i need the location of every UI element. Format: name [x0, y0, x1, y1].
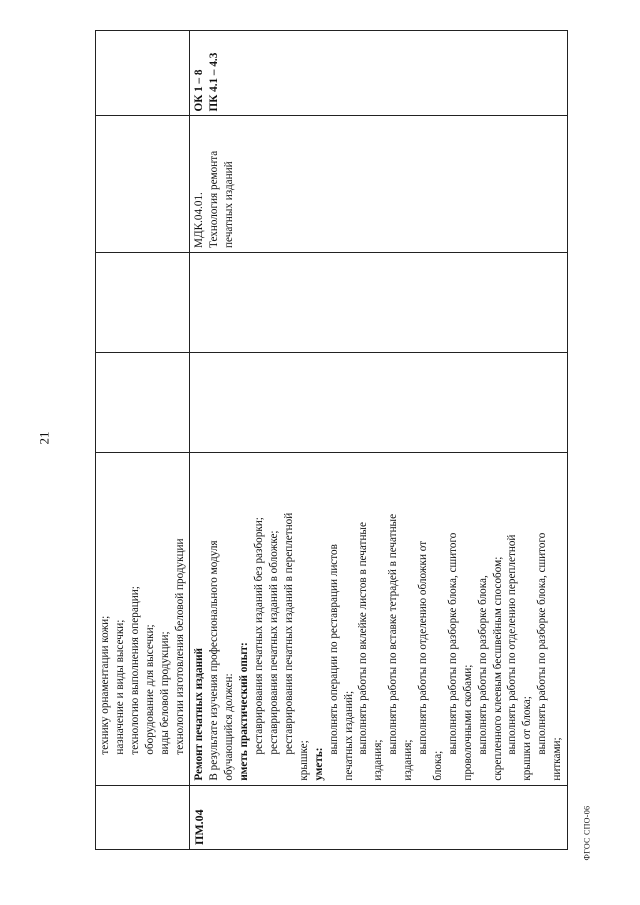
- mdk-name-line: печатных изданий: [223, 161, 236, 248]
- hours-module-cell: [96, 252, 190, 352]
- module-code-cell: [96, 785, 190, 849]
- mdk-name-line: Технология ремонта: [208, 150, 221, 248]
- curriculum-table-wrapper: [95, 30, 564, 850]
- page-number: 21: [36, 431, 52, 445]
- hours-module-cell: [190, 252, 568, 352]
- curriculum-table: [95, 30, 568, 850]
- mdk-cell: [190, 116, 568, 253]
- skill-line: выполнять работы по отделению переплетной: [506, 534, 519, 755]
- skill-line: блока;: [431, 750, 444, 781]
- skill-line: издания;: [402, 739, 415, 781]
- description-line: оборудование для высечки;: [143, 624, 156, 755]
- module-description-cell: [96, 452, 190, 785]
- footer-label: ФГОС СПО-06: [582, 805, 592, 861]
- competency-line: ПК 4.1 – 4.3: [208, 52, 221, 112]
- skill-line: крышки от блока;: [521, 696, 534, 781]
- practice-line: крышке;: [297, 740, 310, 781]
- skill-line: выполнять работы по отделению обложки от: [417, 540, 430, 755]
- description-line: технологии изготовления беловой продукции: [173, 538, 186, 755]
- practice-heading: иметь практический опыт:: [238, 642, 251, 781]
- module-description-cell: [190, 452, 568, 785]
- competencies-cell: [96, 31, 190, 116]
- skill-line: выполнять работы по вклейке листов в печатные: [357, 522, 370, 755]
- practice-line: реставрирования печатных изданий в переплетной: [282, 512, 295, 755]
- mdk-cell: [96, 116, 190, 253]
- skill-line: выполнять операции по реставрации листов: [327, 544, 340, 755]
- description-line: назначение и виды высечки;: [113, 619, 126, 755]
- practice-line: реставрирования печатных изданий в обложке;: [267, 530, 280, 755]
- skills-heading: уметь:: [312, 747, 325, 781]
- hours-total-cell: [190, 352, 568, 452]
- table-row: [190, 31, 568, 850]
- module-code: ПМ.04: [192, 809, 207, 845]
- intro-line: обучающийся должен:: [223, 673, 236, 781]
- skill-line: проволочными скобами;: [461, 664, 474, 781]
- mdk-code: МДК.04.01.: [193, 192, 206, 248]
- hours-total-cell: [96, 352, 190, 452]
- skill-line: печатных изданий;: [342, 690, 355, 781]
- competency-line: ОК 1 – 8: [193, 69, 206, 112]
- table-row: [96, 31, 190, 850]
- description-line: технику орнаментации кожи;: [99, 615, 111, 755]
- skill-line: нитками;: [551, 737, 564, 781]
- competencies-cell: [190, 31, 568, 116]
- module-code-cell: [190, 785, 568, 849]
- skill-line: издания;: [372, 739, 385, 781]
- skill-line: выполнять работы по вставке тетрадей в печатные: [387, 513, 400, 755]
- skill-line: скрепленного клеевым бесшвейным способом;: [491, 556, 504, 781]
- intro-line: В результате изучения профессионального модуля: [208, 540, 221, 781]
- skill-line: выполнять работы по разборке блока, сшитого: [536, 532, 549, 755]
- practice-line: реставрирования печатных изданий без разборки;: [253, 517, 266, 755]
- module-title: Ремонт печатных изданий: [193, 648, 206, 781]
- skill-line: выполнять работы по разборке блока,: [476, 575, 489, 755]
- description-line: технологию выполнения операции;: [128, 586, 141, 755]
- description-line: виды беловой продукции;: [158, 631, 171, 755]
- skill-line: выполнять работы по разборке блока, сшитого: [446, 532, 459, 755]
